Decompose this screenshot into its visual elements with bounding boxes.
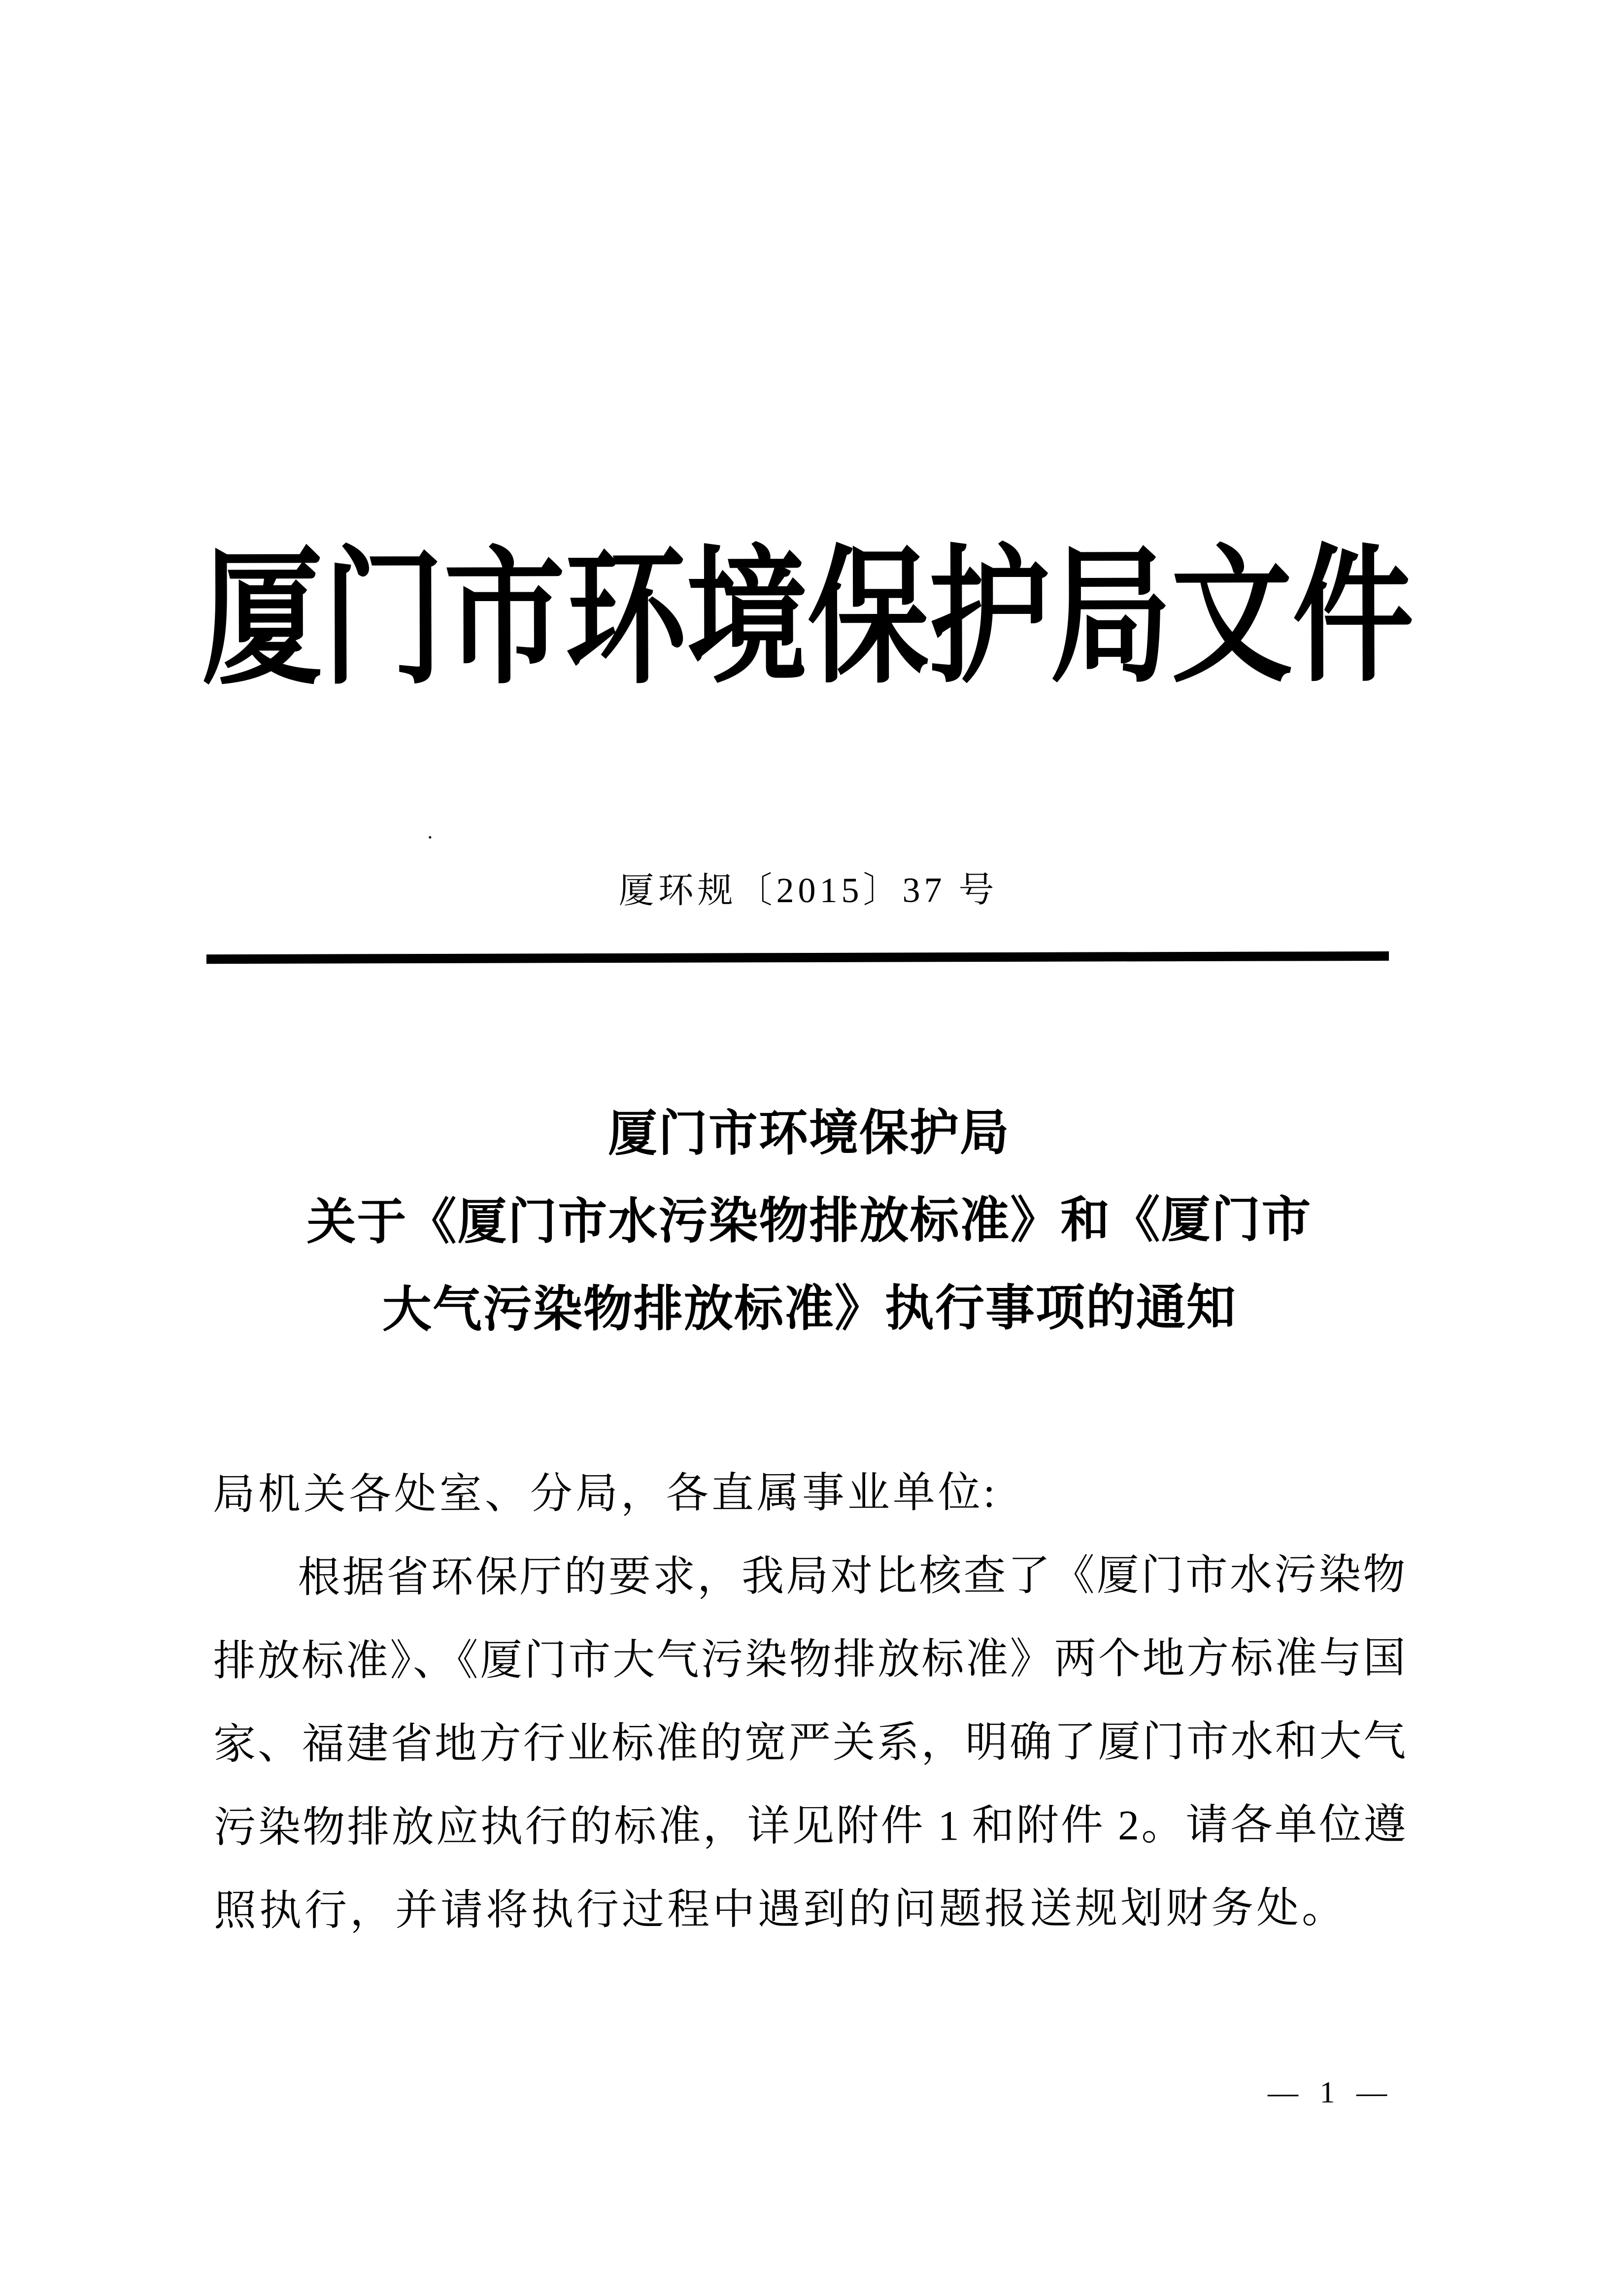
page-number: — 1 —: [1267, 2075, 1394, 2110]
header-divider-line: [206, 951, 1389, 964]
scan-speck-artifact: [429, 836, 431, 839]
document-title: [0, 1088, 1618, 1355]
body-line-2: 排放标准》、《厦门市大气污染物排放标准》两个地方标准与国: [213, 1634, 1406, 1685]
body-line-1: 根据省环保厅的要求，我局对比核查了《厦门市水污染物: [298, 1551, 1406, 1601]
agency-header-title: 厦门市环境保护局文件: [201, 535, 1414, 703]
document-title-line-2: 关于《厦门市水污染物排放标准》和《厦门市: [306, 1192, 1312, 1250]
document-title-line-3: 大气污染物排放标准》执行事项的通知: [382, 1280, 1237, 1338]
body-line-5: 照执行，并请将执行过程中遇到的问题报送规划财务处。: [213, 1884, 1348, 1935]
body-line-4: 污染物排放应执行的标准，详见附件 1 和附件 2。请各单位遵: [213, 1800, 1406, 1852]
body-line-3: 家、福建省地方行业标准的宽严关系，明确了厦门市水和大气: [213, 1717, 1406, 1768]
document-reference-number: 厦环规〔2015〕37 号: [618, 870, 998, 911]
document-title-line-1: 厦门市环境保护局: [607, 1105, 1011, 1162]
document-body: [213, 1450, 1407, 1953]
salutation-line: 局机关各处室、分局，各直属事业单位:: [212, 1468, 998, 1519]
